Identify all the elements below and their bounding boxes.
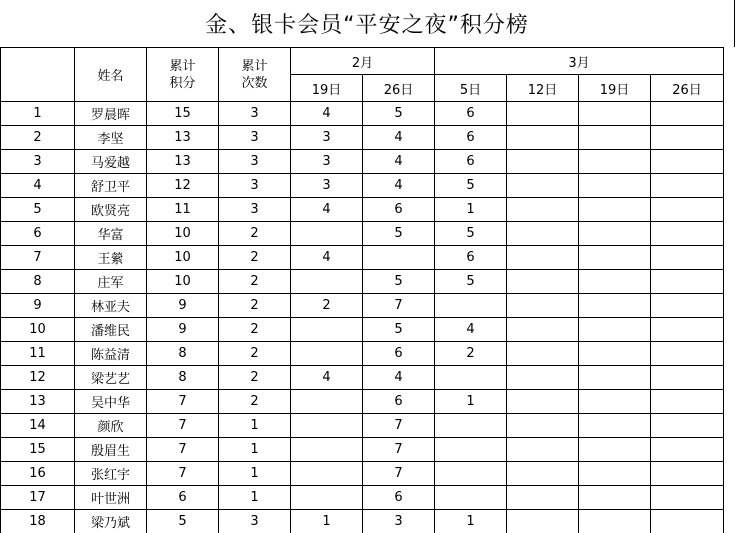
total-count-cell: 2	[219, 246, 291, 270]
score-cell	[651, 246, 724, 270]
score-cell: 5	[363, 270, 435, 294]
table-row	[1, 462, 724, 486]
total-points-cell: 8	[147, 366, 219, 390]
score-cell: 1	[291, 510, 363, 533]
total-count-header-line2: 次数	[241, 76, 267, 91]
total-count-cell: 3	[219, 510, 291, 533]
score-cell: 5	[435, 222, 507, 246]
score-cell	[651, 270, 724, 294]
score-cell: 4	[291, 366, 363, 390]
total-points-cell: 7	[147, 462, 219, 486]
total-points-cell: 8	[147, 342, 219, 366]
score-cell	[651, 102, 724, 126]
name-cell: 叶世洲	[75, 486, 147, 510]
total-count-cell: 3	[219, 174, 291, 198]
date-header: 5日	[435, 75, 507, 102]
score-cell: 1	[435, 390, 507, 414]
total-points-cell: 13	[147, 126, 219, 150]
score-cell	[291, 342, 363, 366]
score-cell	[579, 246, 651, 270]
name-cell: 舒卫平	[75, 174, 147, 198]
total-count-cell: 2	[219, 342, 291, 366]
score-cell	[651, 462, 724, 486]
table-row	[1, 414, 724, 438]
rank-header	[1, 48, 75, 102]
score-cell: 7	[363, 294, 435, 318]
rank-cell: 3	[1, 150, 75, 174]
score-cell: 5	[363, 102, 435, 126]
score-cell	[291, 222, 363, 246]
date-header: 19日	[291, 75, 363, 102]
score-cell: 3	[363, 510, 435, 533]
total-points-cell: 9	[147, 294, 219, 318]
score-cell: 4	[363, 126, 435, 150]
total-count-cell: 2	[219, 294, 291, 318]
score-cell: 6	[435, 246, 507, 270]
table-row	[1, 294, 724, 318]
total-points-cell: 6	[147, 486, 219, 510]
score-cell	[651, 294, 724, 318]
score-cell	[579, 150, 651, 174]
total-points-header-line1: 累计	[169, 59, 195, 74]
score-cell	[435, 294, 507, 318]
score-cell: 5	[363, 222, 435, 246]
total-points-cell: 10	[147, 270, 219, 294]
score-cell: 2	[435, 342, 507, 366]
score-cell: 5	[363, 318, 435, 342]
name-cell: 梁艺艺	[75, 366, 147, 390]
score-cell	[651, 390, 724, 414]
score-cell: 4	[363, 174, 435, 198]
rank-cell: 10	[1, 318, 75, 342]
table-row	[1, 438, 724, 462]
score-cell	[579, 270, 651, 294]
rank-cell: 11	[1, 342, 75, 366]
table-row	[1, 150, 724, 174]
score-cell	[579, 486, 651, 510]
total-count-header	[219, 48, 291, 102]
score-cell: 7	[363, 414, 435, 438]
score-cell	[507, 246, 579, 270]
score-cell	[435, 414, 507, 438]
total-points-cell: 9	[147, 318, 219, 342]
rank-cell: 4	[1, 174, 75, 198]
score-cell: 6	[435, 150, 507, 174]
score-cell	[651, 198, 724, 222]
table-row	[1, 270, 724, 294]
name-cell: 王縈	[75, 246, 147, 270]
table-row	[1, 390, 724, 414]
score-cell	[651, 510, 724, 533]
score-cell: 4	[291, 102, 363, 126]
rank-cell: 6	[1, 222, 75, 246]
total-count-cell: 2	[219, 318, 291, 342]
score-cell	[579, 174, 651, 198]
total-count-cell: 2	[219, 366, 291, 390]
rank-cell: 7	[1, 246, 75, 270]
table-row	[1, 198, 724, 222]
name-cell: 张红宇	[75, 462, 147, 486]
name-cell: 李坚	[75, 126, 147, 150]
score-cell	[507, 222, 579, 246]
total-count-cell: 1	[219, 414, 291, 438]
score-cell	[651, 486, 724, 510]
rank-cell: 16	[1, 462, 75, 486]
score-cell	[651, 150, 724, 174]
score-cell: 5	[435, 174, 507, 198]
score-cell	[579, 462, 651, 486]
rank-cell: 5	[1, 198, 75, 222]
name-cell: 马爱越	[75, 150, 147, 174]
score-cell	[651, 342, 724, 366]
total-points-cell: 11	[147, 198, 219, 222]
month-header-feb: 2月	[291, 48, 435, 75]
table-row	[1, 318, 724, 342]
score-cell: 3	[291, 150, 363, 174]
name-cell: 吴中华	[75, 390, 147, 414]
score-cell	[579, 390, 651, 414]
score-cell	[651, 366, 724, 390]
score-cell: 6	[363, 486, 435, 510]
score-cell	[579, 294, 651, 318]
score-cell	[507, 342, 579, 366]
score-cell	[291, 462, 363, 486]
table-body	[1, 102, 724, 533]
name-cell: 林亚夫	[75, 294, 147, 318]
total-count-header-line1: 累计	[241, 59, 267, 74]
rank-cell: 2	[1, 126, 75, 150]
rank-cell: 17	[1, 486, 75, 510]
score-cell	[579, 126, 651, 150]
score-cell	[579, 222, 651, 246]
score-cell	[651, 126, 724, 150]
total-points-cell: 7	[147, 414, 219, 438]
date-header: 26日	[651, 75, 724, 102]
total-count-cell: 3	[219, 102, 291, 126]
score-cell	[651, 318, 724, 342]
date-header: 26日	[363, 75, 435, 102]
total-count-cell: 3	[219, 126, 291, 150]
score-cell: 3	[291, 126, 363, 150]
score-cell	[579, 414, 651, 438]
score-cell	[291, 270, 363, 294]
total-count-cell: 1	[219, 462, 291, 486]
table-row	[1, 126, 724, 150]
rank-cell: 1	[1, 102, 75, 126]
score-cell	[435, 462, 507, 486]
name-cell: 颜欣	[75, 414, 147, 438]
score-cell	[435, 366, 507, 390]
score-cell	[651, 438, 724, 462]
total-points-header-line2: 积分	[169, 76, 195, 91]
score-cell: 5	[435, 270, 507, 294]
score-cell	[507, 150, 579, 174]
score-cell	[579, 366, 651, 390]
score-cell: 4	[363, 366, 435, 390]
score-cell	[291, 390, 363, 414]
score-cell	[507, 294, 579, 318]
score-cell	[507, 366, 579, 390]
score-cell	[507, 462, 579, 486]
rank-cell: 13	[1, 390, 75, 414]
score-cell	[507, 318, 579, 342]
table-row	[1, 342, 724, 366]
score-cell: 3	[291, 174, 363, 198]
score-cell: 6	[363, 198, 435, 222]
total-points-header	[147, 48, 219, 102]
total-count-cell: 2	[219, 390, 291, 414]
score-cell	[363, 246, 435, 270]
total-points-cell: 5	[147, 510, 219, 533]
total-points-cell: 7	[147, 390, 219, 414]
score-cell	[507, 438, 579, 462]
score-cell	[291, 438, 363, 462]
sheet-title: 金、银卡会员“平安之夜”积分榜	[0, 0, 735, 47]
score-cell: 2	[291, 294, 363, 318]
score-cell	[579, 438, 651, 462]
rank-cell: 9	[1, 294, 75, 318]
total-count-cell: 3	[219, 150, 291, 174]
score-cell	[507, 102, 579, 126]
total-points-cell: 7	[147, 438, 219, 462]
total-points-cell: 10	[147, 222, 219, 246]
rank-cell: 12	[1, 366, 75, 390]
score-cell	[579, 102, 651, 126]
table-row	[1, 102, 724, 126]
score-cell	[579, 198, 651, 222]
total-count-cell: 3	[219, 198, 291, 222]
table-row	[1, 174, 724, 198]
table-row	[1, 486, 724, 510]
score-cell: 4	[291, 198, 363, 222]
score-cell: 7	[363, 438, 435, 462]
score-cell	[651, 222, 724, 246]
score-cell: 4	[291, 246, 363, 270]
total-points-cell: 15	[147, 102, 219, 126]
score-cell: 6	[363, 390, 435, 414]
date-header: 19日	[579, 75, 651, 102]
score-cell: 7	[363, 462, 435, 486]
score-cell	[579, 510, 651, 533]
score-cell	[651, 174, 724, 198]
rank-cell: 14	[1, 414, 75, 438]
name-header: 姓名	[75, 48, 147, 102]
points-table	[0, 47, 724, 533]
score-cell: 6	[435, 102, 507, 126]
name-cell: 庄军	[75, 270, 147, 294]
score-cell	[507, 126, 579, 150]
total-count-cell: 2	[219, 222, 291, 246]
name-cell: 陈益清	[75, 342, 147, 366]
score-cell: 1	[435, 510, 507, 533]
score-cell	[291, 486, 363, 510]
date-header: 12日	[507, 75, 579, 102]
rank-cell: 15	[1, 438, 75, 462]
score-cell	[291, 414, 363, 438]
table-row	[1, 222, 724, 246]
name-cell: 罗晨晖	[75, 102, 147, 126]
score-cell	[507, 174, 579, 198]
score-cell: 1	[435, 198, 507, 222]
name-cell: 梁乃斌	[75, 510, 147, 533]
score-cell: 6	[363, 342, 435, 366]
score-cell	[507, 510, 579, 533]
score-cell: 4	[363, 150, 435, 174]
total-count-cell: 1	[219, 438, 291, 462]
total-points-cell: 13	[147, 150, 219, 174]
score-cell	[507, 486, 579, 510]
total-count-cell: 2	[219, 270, 291, 294]
table-row	[1, 246, 724, 270]
name-cell: 华富	[75, 222, 147, 246]
score-cell	[651, 414, 724, 438]
rank-cell: 8	[1, 270, 75, 294]
month-header-mar: 3月	[435, 48, 724, 75]
total-points-cell: 10	[147, 246, 219, 270]
name-cell: 潘维民	[75, 318, 147, 342]
name-cell: 欧贤亮	[75, 198, 147, 222]
score-cell	[435, 486, 507, 510]
score-cell	[579, 318, 651, 342]
score-cell	[291, 318, 363, 342]
score-cell	[507, 414, 579, 438]
table-row	[1, 366, 724, 390]
total-count-cell: 1	[219, 486, 291, 510]
table-row	[1, 510, 724, 533]
score-cell	[435, 438, 507, 462]
score-cell: 4	[435, 318, 507, 342]
total-points-cell: 12	[147, 174, 219, 198]
score-cell	[507, 270, 579, 294]
score-cell	[507, 390, 579, 414]
score-cell: 6	[435, 126, 507, 150]
score-cell	[507, 198, 579, 222]
score-cell	[579, 342, 651, 366]
rank-cell: 18	[1, 510, 75, 533]
name-cell: 殷眉生	[75, 438, 147, 462]
